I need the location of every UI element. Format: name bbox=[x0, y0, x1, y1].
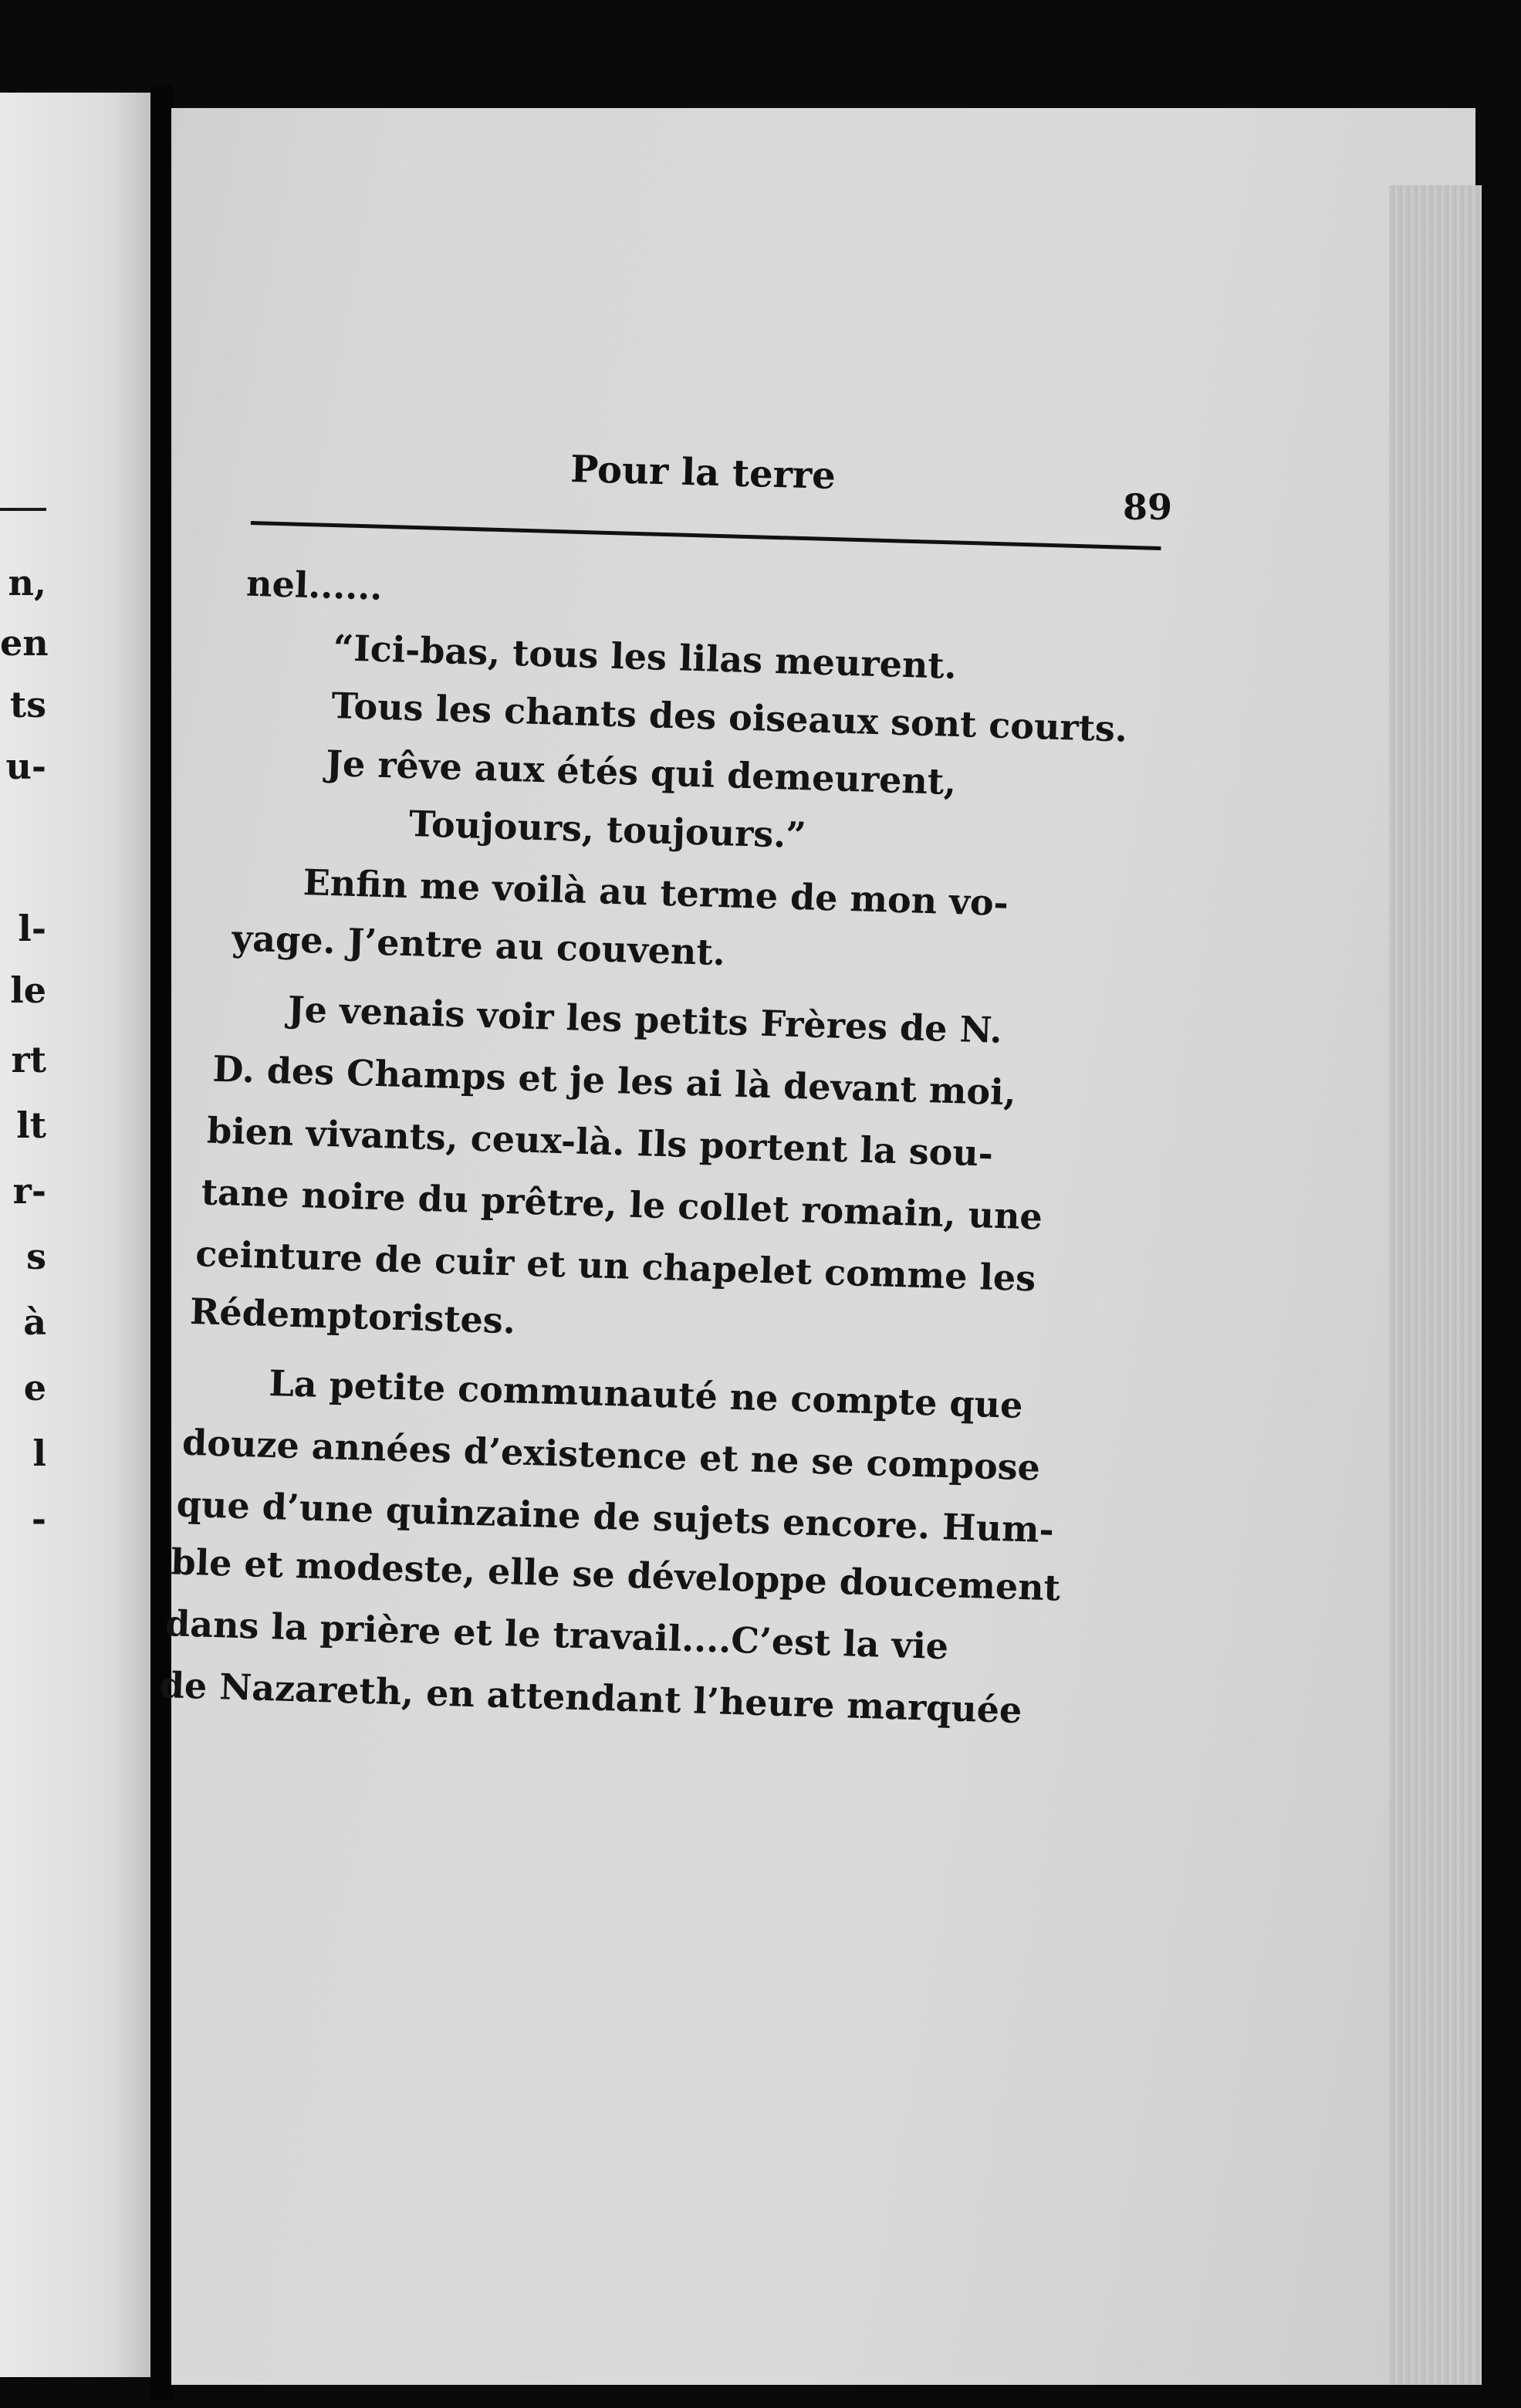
text-line: Rédemptoristes. bbox=[189, 1290, 516, 1342]
poem-line: “Ici-bas, tous les lilas meurent. bbox=[333, 627, 958, 687]
text-line: Enfin me voilà au terme de mon vo- bbox=[303, 861, 1009, 925]
page-stack-edge bbox=[1389, 185, 1482, 2385]
text-line: dans la prière et le travail....C’est la vie bbox=[164, 1602, 949, 1668]
previous-page-fragment: lt bbox=[16, 1104, 46, 1146]
previous-page-fragment: r- bbox=[12, 1170, 46, 1212]
previous-page-fragment: e bbox=[23, 1367, 46, 1409]
page-number: 89 bbox=[1123, 486, 1173, 528]
previous-page-edge bbox=[0, 93, 158, 2377]
previous-page-rule bbox=[0, 508, 46, 511]
poem-line: Tous les chants des oiseaux sont courts. bbox=[330, 685, 1128, 750]
text-line: nel...... bbox=[245, 562, 384, 608]
previous-page-fragment: n, bbox=[8, 562, 46, 604]
previous-page-fragment: ts bbox=[9, 684, 46, 725]
book-gutter bbox=[150, 85, 174, 2400]
text-line: de Nazareth, en attendant l’heure marquée bbox=[159, 1663, 1023, 1732]
previous-page-fragment: - bbox=[31, 1498, 46, 1540]
previous-page-fragment: le bbox=[10, 969, 46, 1011]
text-line: douze années d’existence et ne se compose bbox=[181, 1421, 1041, 1489]
text-line: que d’une quinzaine de sujets encore. Hum- bbox=[176, 1483, 1055, 1551]
text-line: La petite communauté ne compte que bbox=[268, 1361, 1024, 1426]
previous-page-fragment: l- bbox=[18, 908, 46, 949]
previous-page-fragment: l bbox=[32, 1432, 46, 1474]
running-title: Pour la terre bbox=[570, 448, 837, 498]
text-line: D. des Champs et je les ai là devant moi, bbox=[211, 1047, 1017, 1114]
text-line: yage. J’entre au couvent. bbox=[231, 917, 726, 974]
previous-page-fragment: s bbox=[26, 1236, 46, 1277]
poem-line: Toujours, toujours.” bbox=[408, 803, 807, 857]
previous-page-fragment: à bbox=[23, 1301, 46, 1343]
text-line: bien vivants, ceux-là. Ils portent la sou- bbox=[206, 1109, 994, 1175]
previous-page-fragment: rt bbox=[11, 1039, 46, 1081]
poem-line: Je rêve aux étés qui demeurent, bbox=[325, 742, 957, 803]
previous-page-fragment: en bbox=[0, 622, 49, 664]
text-line: Je venais voir les petits Frères de N. bbox=[287, 988, 1003, 1051]
text-line: ceinture de cuir et un chapelet comme les bbox=[194, 1233, 1036, 1300]
previous-page-fragment: u- bbox=[5, 746, 46, 787]
text-line: tane noire du prêtre, le collet romain, une bbox=[201, 1171, 1043, 1238]
text-line: ble et modeste, elle se développe doucement bbox=[170, 1541, 1061, 1609]
